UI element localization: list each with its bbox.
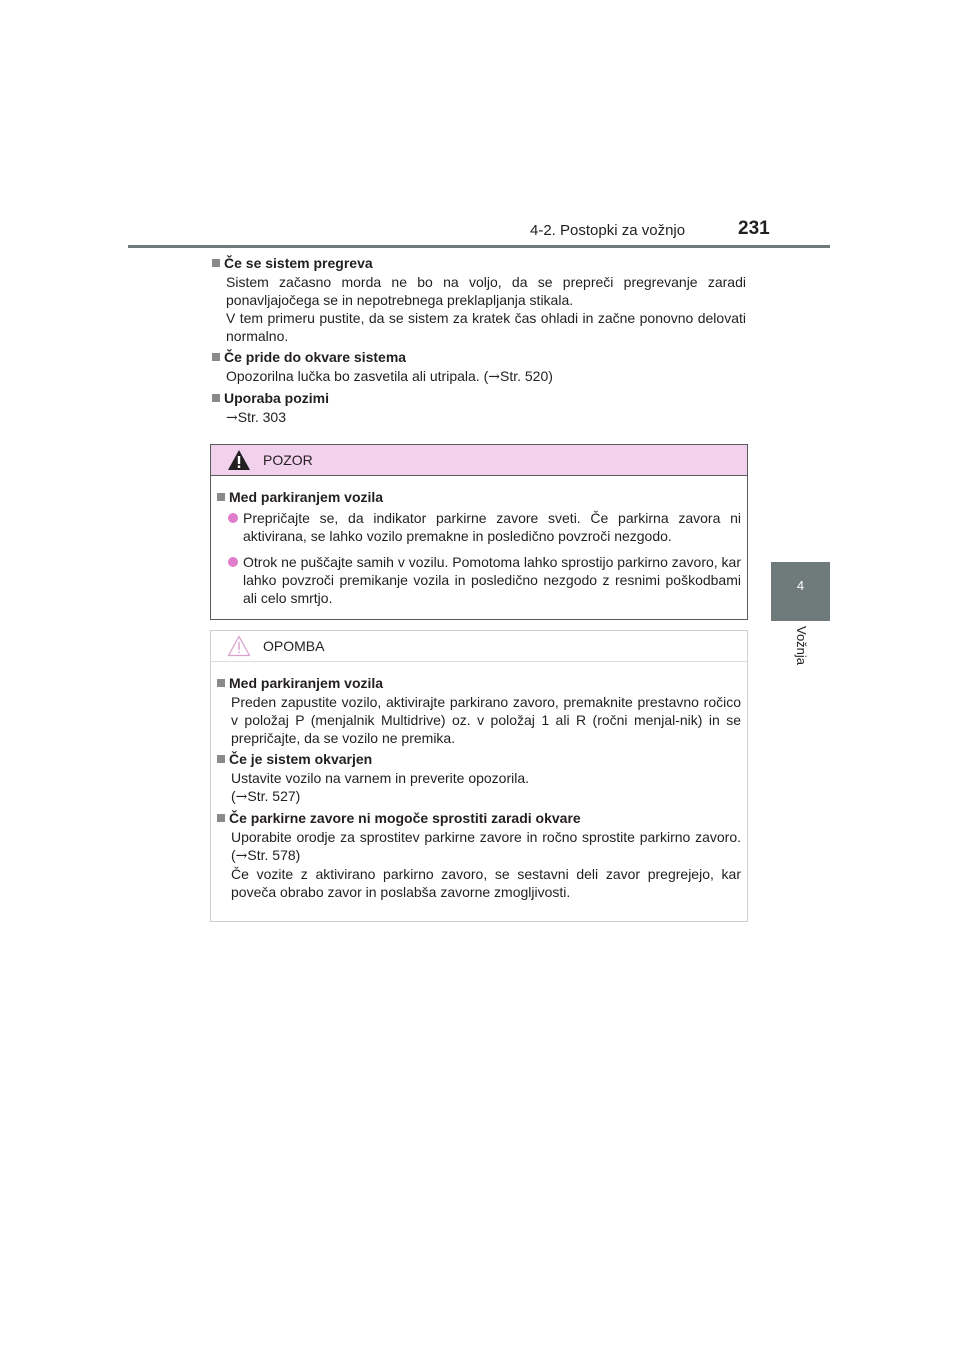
caution-title: POZOR [263,452,313,468]
arrow-icon: → [488,369,500,385]
caution-section-title: Med parkiranjem vozila [217,488,741,507]
notice-header [211,631,747,662]
notice-box [210,630,748,922]
caution-bullet: Otrok ne puščajte samih v vozilu. Pomotoma lahko sprostijo parkirno zavoro, kar lahko povzroči premikanje vozila in posledično nezgodo z resnimi poškodbami ali celo smrtjo. [217,553,741,607]
notice-text: Preden zapustite vozilo, aktivirajte parkirano zavoro, premaknite prestavno ročico v položaj P (menjalnik Multidrive) oz. v položaj 1 ali R (ročni menjal-nik) in se prepričajte, da se vozilo ne premika. [231,694,741,746]
header-section-title: 4-2. Postopki za vožnjo [530,222,686,239]
item-winter [212,389,746,427]
header-rule [128,245,830,248]
page-reference[interactable]: Str. 578) [247,847,301,863]
chapter-number: 4 [796,578,805,593]
page-reference[interactable]: Str. 527) [247,788,301,804]
square-bullet-icon [212,394,220,402]
chapter-label: Vožnja [794,626,809,666]
square-bullet-icon [217,814,225,822]
square-bullet-icon [212,259,220,267]
item-text: V tem primeru pustite, da se sistem za kratek čas ohladi in začne ponovno delovati normalno. [226,310,746,344]
item-title: Če se sistem pregreva [212,254,746,273]
bullet-dot-icon [228,513,238,523]
notice-text: Ustavite vozilo na varnem in preverite opozorila. [231,770,530,786]
item-title: Uporaba pozimi [212,389,746,408]
item-text: Opozorilna lučka bo zasvetila ali utripala. (→Str. 520) [226,368,553,385]
notice-text: (→Str. 527) [231,788,301,805]
main-content [212,254,746,430]
warning-outline-icon [227,635,251,657]
notice-section-title: Med parkiranjem vozila [217,674,741,693]
arrow-icon: → [226,410,238,426]
item-overheat [212,254,746,345]
notice-section [217,674,741,747]
square-bullet-icon [212,353,220,361]
arrow-icon: → [235,848,248,864]
notice-text: Če vozite z aktivirano parkirno zavoro, se sestavni deli zavor pregrejejo, kar poveča obrabo zavor in poslabša zavorne zmogljivosti. [231,866,741,900]
notice-title: OPOMBA [263,638,325,654]
item-malfunction [212,348,746,386]
square-bullet-icon [217,679,225,687]
notice-section-title: Če parkirne zavore ni mogoče sprostiti zaradi okvare [217,809,741,828]
square-bullet-icon [217,755,225,763]
page-reference[interactable]: Str. 303 [237,409,286,425]
notice-section-title: Če je sistem okvarjen [217,750,741,769]
caution-bullet: Prepričajte se, da indikator parkirne zavore sveti. Če parkirna zavora ni aktivirana, se lahko vozilo premakne in posledično povzroči nezgodo. [217,509,741,545]
page-reference[interactable]: Str. 520) [499,368,553,384]
square-bullet-icon [217,493,225,501]
bullet-dot-icon [228,557,238,567]
notice-section [217,750,741,806]
item-title: Če pride do okvare sistema [212,348,746,367]
warning-icon [227,449,251,471]
item-text [212,408,746,427]
notice-section [217,809,741,901]
caution-header [211,445,747,476]
notice-text: Uporabite orodje za sprostitev parkirne zavore in ročno sprostite parkirno zavoro. (→Str. 578) [231,829,741,864]
arrow-icon: → [235,789,248,805]
page-number: 231 [738,218,770,239]
caution-box [210,444,748,620]
item-text: Sistem začasno morda ne bo na voljo, da se prepreči pregrevanje zaradi ponavljajočega se in nepotrebnega preklapljanja stikala. [226,274,746,308]
